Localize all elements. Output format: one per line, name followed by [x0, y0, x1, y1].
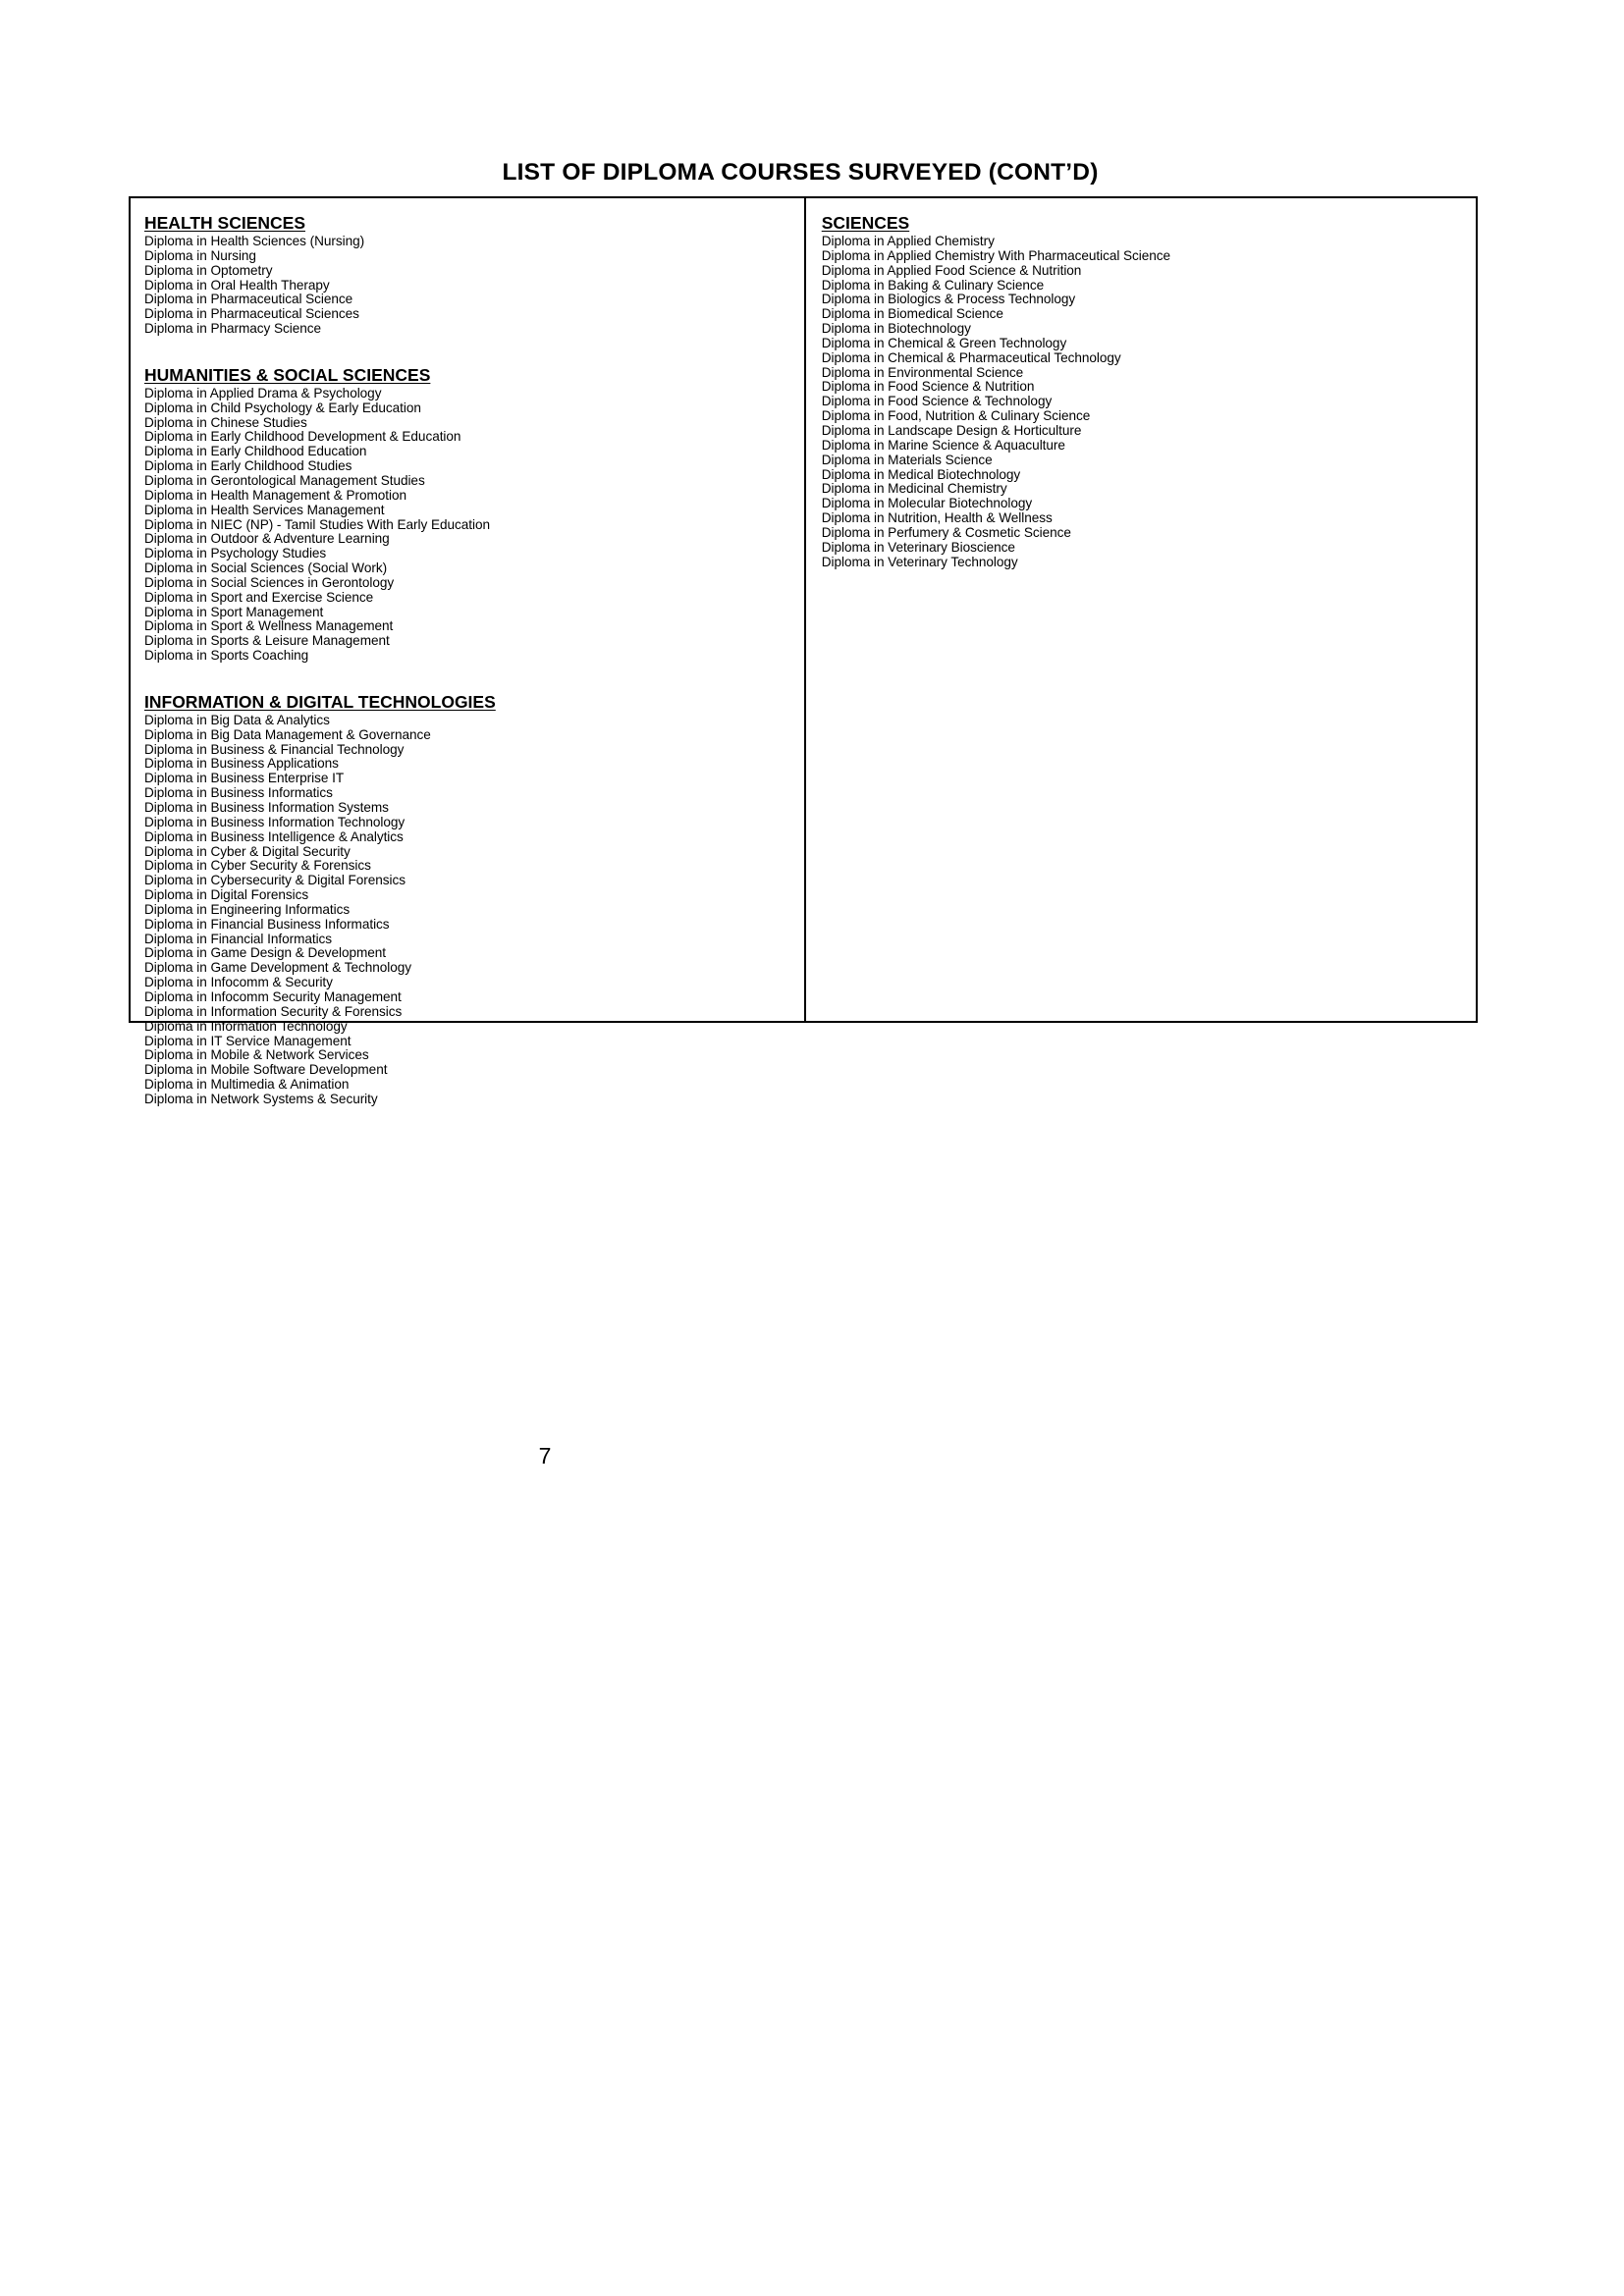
course-item: Diploma in NIEC (NP) - Tamil Studies With Early Education	[144, 516, 490, 532]
course-item: Diploma in Game Design & Development	[144, 945, 387, 961]
course-item: Diploma in Pharmaceutical Sciences	[144, 306, 359, 322]
section-heading: INFORMATION & DIGITAL TECHNOLOGIES	[144, 691, 496, 712]
course-item: Diploma in Digital Forensics	[144, 887, 309, 903]
course-item: Diploma in Food Science & Technology	[821, 394, 1053, 409]
table-column-right	[806, 198, 1476, 1021]
course-item: Diploma in Chemical & Pharmaceutical Technology	[821, 349, 1121, 365]
course-item: Diploma in Business Enterprise IT	[144, 771, 345, 786]
course-item: Diploma in IT Service Management	[144, 1033, 352, 1048]
course-item: Diploma in Chemical & Green Technology	[821, 335, 1067, 350]
course-item: Diploma in Gerontological Management Studies	[144, 472, 425, 488]
course-item: Diploma in Game Development & Technology	[144, 960, 412, 976]
course-item: Diploma in Marine Science & Aquaculture	[821, 437, 1065, 453]
course-item: Diploma in Pharmacy Science	[144, 321, 321, 337]
course-item: Diploma in Sports & Leisure Management	[144, 633, 390, 649]
course-item: Diploma in Landscape Design & Horticulture	[821, 422, 1082, 438]
section-spacer	[144, 337, 794, 365]
course-item: Diploma in Applied Food Science & Nutrition	[821, 262, 1082, 278]
course-item: Diploma in Engineering Informatics	[144, 901, 351, 917]
course-item: Diploma in Early Childhood Studies	[144, 458, 352, 474]
page-title: LIST OF DIPLOMA COURSES SURVEYED (CONT’D)	[502, 159, 1099, 186]
page-number: 7	[538, 1443, 552, 1468]
course-item: Diploma in Business Intelligence & Analytics	[144, 828, 404, 844]
course-item: Diploma in Baking & Culinary Science	[821, 277, 1045, 293]
course-item: Diploma in Early Childhood Development & Education	[144, 429, 461, 445]
course-item: Diploma in Big Data Management & Governance	[144, 726, 431, 742]
course-item: Diploma in Biomedical Science	[821, 306, 1003, 322]
course-item: Diploma in Cyber Security & Forensics	[144, 858, 371, 874]
course-item: Diploma in Cybersecurity & Digital Forensics	[144, 873, 406, 888]
section-heading: HUMANITIES & SOCIAL SCIENCES	[144, 364, 431, 385]
course-item: Diploma in Mobile & Network Services	[144, 1047, 369, 1063]
course-item: Diploma in Social Sciences in Gerontology	[144, 574, 395, 590]
course-item: Diploma in Veterinary Technology	[821, 554, 1018, 569]
course-item: Diploma in Social Sciences (Social Work)	[144, 561, 388, 576]
course-item: Diploma in Materials Science	[821, 452, 993, 467]
course-item: Diploma in Health Management & Promotion	[144, 487, 406, 503]
course-item: Diploma in Perfumery & Cosmetic Science	[821, 524, 1071, 540]
course-item: Diploma in Financial Informatics	[144, 931, 333, 946]
course-item: Diploma in Financial Business Informatics	[144, 916, 390, 932]
course-item: Diploma in Business & Financial Technology	[144, 741, 405, 757]
course-item: Diploma in Infocomm & Security	[144, 975, 333, 990]
course-item: Diploma in Outdoor & Adventure Learning	[144, 531, 390, 547]
course-item: Diploma in Cyber & Digital Security	[144, 843, 351, 859]
table-column-left	[131, 198, 806, 1106]
course-item: Diploma in Nutrition, Health & Wellness	[821, 510, 1053, 526]
course-item: Diploma in Infocomm Security Management	[144, 988, 402, 1004]
course-item: Diploma in Business Information Systems	[144, 800, 389, 815]
course-item: Diploma in Early Childhood Education	[144, 444, 367, 459]
course-item: Diploma in Oral Health Therapy	[144, 277, 330, 293]
course-item: Diploma in Business Information Technology	[144, 814, 406, 829]
course-item: Diploma in Nursing	[144, 247, 256, 263]
course-item: Diploma in Medical Biotechnology	[821, 466, 1021, 482]
course-item: Diploma in Biotechnology	[821, 321, 971, 337]
course-item: Diploma in Sport Management	[144, 604, 324, 619]
course-item: Diploma in Information Security & Forensics	[144, 1003, 403, 1019]
course-item: Diploma in Sport & Wellness Management	[144, 618, 394, 634]
course-item: Diploma in Pharmaceutical Science	[144, 292, 353, 307]
course-item: Diploma in Psychology Studies	[144, 546, 327, 561]
course-item: Diploma in Molecular Biotechnology	[821, 496, 1033, 511]
section-heading: HEALTH SCIENCES	[144, 213, 305, 233]
course-item: Diploma in Sports Coaching	[144, 648, 309, 664]
course-item: Diploma in Food Science & Nutrition	[821, 379, 1035, 395]
course-item: Diploma in Optometry	[144, 262, 273, 278]
course-item: Diploma in Mobile Software Development	[144, 1062, 388, 1078]
course-item: Diploma in Health Services Management	[144, 502, 385, 517]
course-item: Diploma in Health Sciences (Nursing)	[144, 234, 365, 248]
course-item: Diploma in Network Systems & Security	[144, 1091, 378, 1106]
course-item: Diploma in Multimedia & Animation	[144, 1077, 350, 1093]
course-item: Diploma in Business Applications	[144, 756, 339, 772]
course-item: Diploma in Child Psychology & Early Education	[144, 400, 421, 415]
courses-table	[129, 196, 1478, 1106]
section-heading: SCIENCES	[821, 213, 910, 233]
course-item: Diploma in Big Data & Analytics	[144, 712, 330, 727]
course-item: Diploma in Food, Nutrition & Culinary Science	[821, 408, 1091, 424]
section-spacer	[144, 664, 794, 692]
course-item: Diploma in Information Technology	[144, 1018, 348, 1034]
course-item: Diploma in Business Informatics	[144, 785, 333, 801]
course-item: Diploma in Veterinary Bioscience	[821, 539, 1015, 555]
course-item: Diploma in Chinese Studies	[144, 414, 307, 430]
course-item: Diploma in Applied Chemistry With Pharmaceutical Science	[821, 247, 1171, 263]
course-item: Diploma in Medicinal Chemistry	[821, 481, 1007, 497]
course-item: Diploma in Applied Chemistry	[821, 234, 995, 248]
course-item: Diploma in Sport and Exercise Science	[144, 589, 374, 605]
course-item: Diploma in Biologics & Process Technology	[821, 292, 1076, 307]
course-item: Diploma in Environmental Science	[821, 364, 1024, 380]
course-item: Diploma in Applied Drama & Psychology	[144, 385, 382, 400]
